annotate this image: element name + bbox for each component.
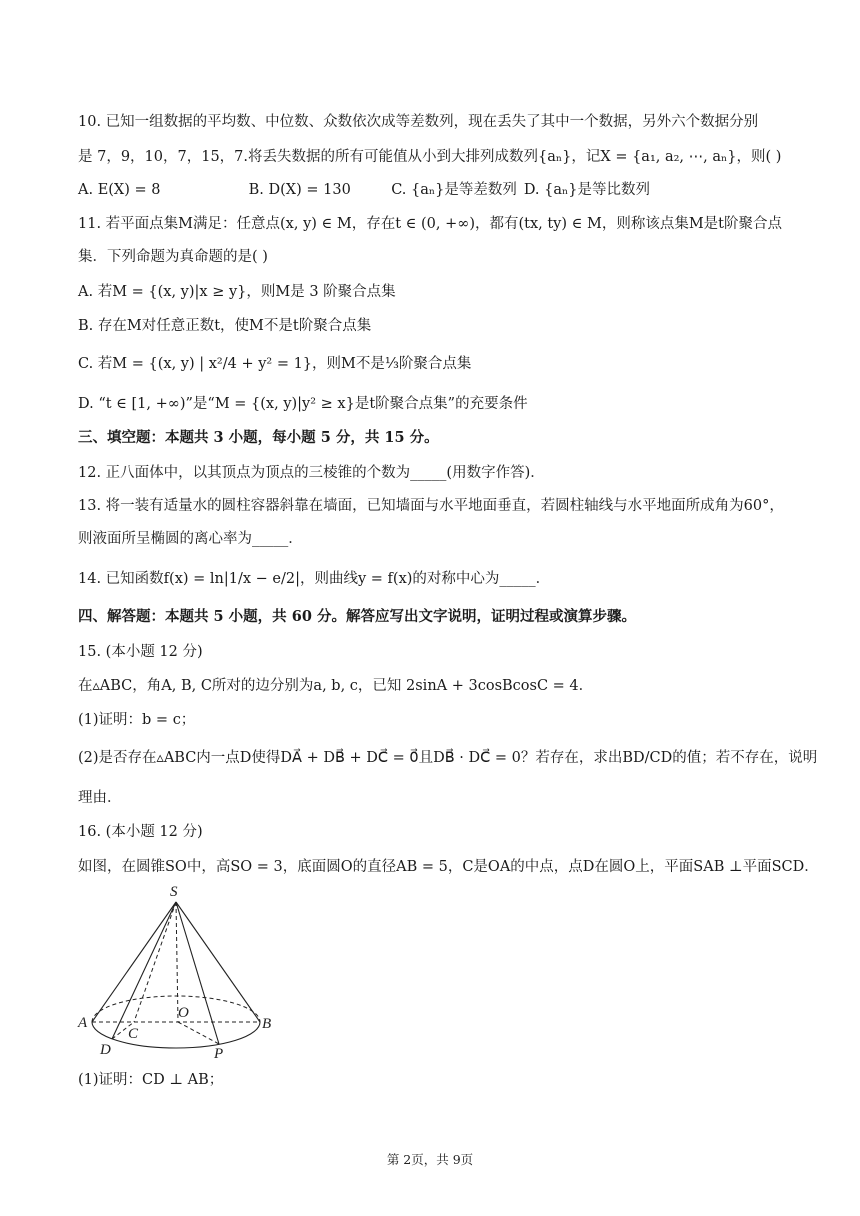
edge-SC [134,902,176,1022]
label-S: S [170,884,178,900]
q15-part2-line1: (2)是否存在▵ABC内一点D使得DA⃗ + DB⃗ + DC⃗ = 0⃗且DB⃗ · DC⃗ = 0？若存在，求出BD/CD的值；若不存在，说明 [78,750,818,766]
edge-SP [176,902,219,1044]
q11-option-b: B. 存在M对任意正数t，使M不是t阶聚合点集 [78,318,372,334]
q11-line2: 集．下列命题为真命题的是( ) [78,249,268,265]
q10-option-a: A. E(X) = 8 [78,182,161,198]
section-4-heading: 四、解答题：本题共 5 小题，共 60 分。解答应写出文字说明，证明过程或演算步骤。 [78,608,636,625]
q10-options [78,180,820,200]
q16-stem: 如图，在圆锥SO中，高SO = 3，底面圆O的直径AB = 5，C是OA的中点，点D在圆O上，平面SAB ⊥平面SCD． [78,859,819,875]
q10-line2: 是 7，9，10，7，15，7.将丢失数据的所有可能值从小到大排列成数列{aₙ}，记X = {a₁, a₂, ⋯, aₙ}，则( ) [78,149,782,165]
edge-SO [176,902,178,1022]
cone-figure [74,876,284,1066]
q16-part1: (1)证明：CD ⊥ AB； [78,1072,224,1088]
q10-line1: 10. 已知一组数据的平均数、中位数、众数依次成等差数列，现在丢失了其中一个数据，另外六个数据分别 [78,114,759,130]
q11-option-d: D. “t ∈ [1, +∞)”是“M = {(x, y)|y² ≥ x}是t阶聚合点集”的充要条件 [78,396,528,412]
q14: 14. 已知函数f(x) = ln|1/x − e/2|，则曲线y = f(x)的对称中心为_____． [78,571,551,587]
label-A: A [78,1015,88,1031]
q11-option-a: A. 若M = {(x, y)|x ≥ y}，则M是 3 阶聚合点集 [78,284,396,300]
q10-option-c: C. {aₙ}是等差数列 [391,182,517,198]
label-D: D [100,1042,111,1058]
page-footer: 第 2页，共 9页 [386,1152,474,1167]
edge-SA [92,902,176,1022]
q10-option-d: D. {aₙ}是等比数列 [523,182,651,198]
q15-part1: (1)证明：b = c； [78,712,196,728]
label-O: O [178,1005,189,1021]
section-3-heading: 三、填空题：本题共 3 小题，每小题 5 分，共 15 分。 [78,429,439,446]
q15-header: 15. (本小题 12 分) [78,644,203,660]
q15-stem: 在▵ABC，角A, B, C所对的边分别为a, b, c，已知 2sinA + 3cosBcosC = 4． [78,678,594,694]
q11-option-c: C. 若M = {(x, y) | x²/4 + y² = 1}，则M不是⅓阶聚合点集 [78,356,472,372]
q16-header: 16. (本小题 12 分) [78,824,203,840]
edge-SD [112,902,176,1039]
label-C: C [128,1026,139,1042]
edge-SB [176,902,260,1022]
label-B: B [262,1016,272,1032]
q12: 12. 正八面体中，以其顶点为顶点的三棱锥的个数为_____(用数字作答)． [78,465,545,481]
q11-line1: 11. 若平面点集M满足：任意点(x, y) ∈ M，存在t ∈ (0, +∞)，都有(tx, ty) ∈ M，则称该点集M是t阶聚合点 [78,216,783,232]
q15-part2-line2: 理由． [78,790,122,806]
q13-line1: 13. 将一装有适量水的圆柱容器斜靠在墙面，已知墙面与水平地面垂直，若圆柱轴线与水平地面所成角为60°， [78,498,784,514]
q13-line2: 则液面所呈椭圆的离心率为_____． [78,531,303,547]
q10-option-b: B. D(X) = 130 [248,182,351,198]
ellipse-front-arc [92,1022,260,1048]
label-P: P [214,1046,224,1062]
ellipse-back-arc [92,996,260,1022]
